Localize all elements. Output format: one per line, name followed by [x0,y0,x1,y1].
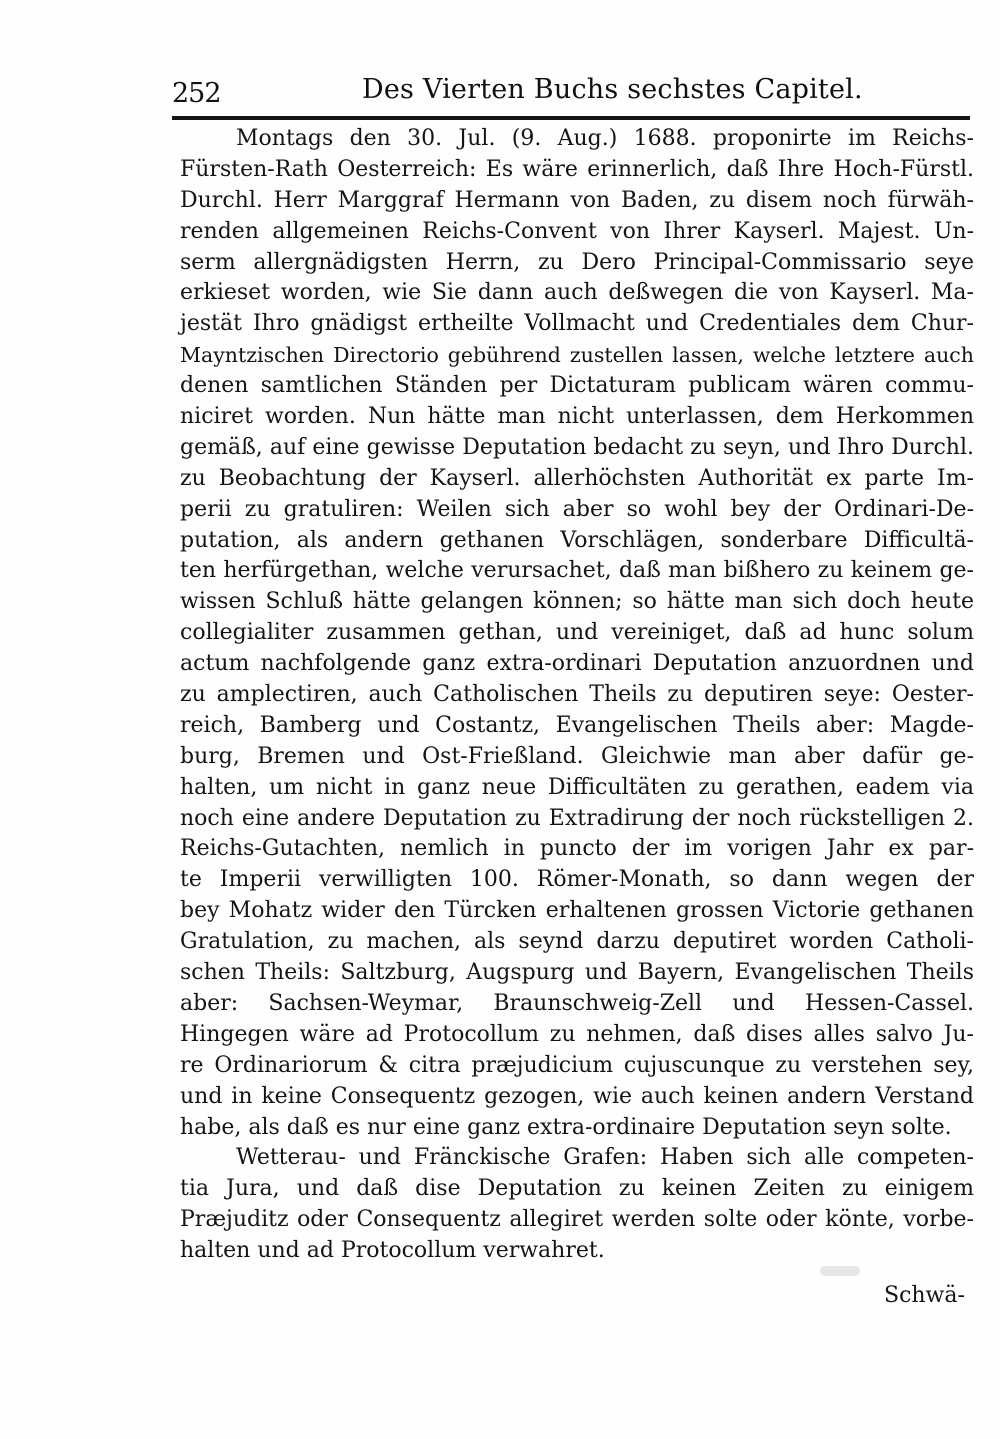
text-line: gemäß, auf eine gewisse Deputation bedacht zu seyn, und Ihro Durchl. [180,434,974,460]
page-number: 252 [172,78,221,109]
text-line: wissen Schluß hätte gelangen können; so hätte man sich doch heute [180,589,974,615]
text-line: zu amplectiren, auch Catholischen Theils zu deputiren seye: Oester- [180,682,974,708]
body-text [180,124,974,1267]
text-line: Fürsten-Rath Oesterreich: Es wäre erinnerlich, daß Ihre Hoch-Fürstl. [180,156,974,182]
text-line: jestät Ihro gnädigst ertheilte Vollmacht und Credentiales dem Chur- [180,311,974,337]
text-line: collegialiter zusammen gethan, und vereiniget, daß ad hunc solum [180,620,974,646]
header-rule [172,116,970,120]
catchword: Schwä- [884,1283,965,1308]
text-line: ten herfürgethan, welche verursachet, daß man bißhero zu keinem ge- [180,558,974,584]
text-line: aber: Sachsen-Weymar, Braunschweig-Zell und Hessen-Cassel. [180,990,974,1016]
text-line: Gratulation, zu machen, als seynd darzu deputiret worden Catholi- [180,929,974,955]
text-line: perii zu gratuliren: Weilen sich aber so wohl bey der Ordinari-De- [180,496,974,522]
text-line: bey Mohatz wider den Türcken erhaltenen grossen Victorie gethanen [180,898,974,924]
text-line: und in keine Consequentz gezogen, wie auch keinen andern Verstand [180,1083,974,1109]
text-line: erkieset worden, wie Sie dann auch deßwegen die von Kayserl. Ma- [180,280,974,306]
text-line: Wetterau- und Fränckische Grafen: Haben sich alle competen- [236,1145,974,1171]
text-line: putation, als andern gethanen Vorschlägen, sonderbare Difficultä- [180,527,974,553]
text-line: zu Beobachtung der Kayserl. allerhöchsten Authorität ex parte Im- [180,465,974,491]
text-line: renden allgemeinen Reichs-Convent von Ihrer Kayserl. Majest. Un- [180,218,974,244]
text-line: schen Theils: Saltzburg, Augspurg und Bayern, Evangelischen Theils [180,960,974,986]
text-line: burg, Bremen und Ost-Frießland. Gleichwie man aber dafür ge- [180,743,974,769]
text-line: Durchl. Herr Marggraf Hermann von Baden, zu disem noch fürwäh- [180,187,974,213]
ink-smudge [820,1266,860,1276]
text-line: habe, als daß es nur eine ganz extra-ordinaire Deputation seyn solte. [180,1114,952,1140]
text-line: halten und ad Protocollum verwahret. [180,1238,605,1264]
text-line: Hingegen wäre ad Protocollum zu nehmen, daß dises alles salvo Ju- [180,1021,974,1047]
text-line: serm allergnädigsten Herrn, zu Dero Principal-Commissario seye [180,249,974,275]
text-line: te Imperii verwilligten 100. Römer-Monath, so dann wegen der [180,867,974,893]
text-line: halten, um nicht in ganz neue Difficultäten zu gerathen, eadem via [180,774,974,800]
text-line: Mayntzischen Directorio gebührend zustellen lassen, welche letztere auch [180,343,974,368]
text-line: Præjuditz oder Consequentz allegiret werden solte oder könte, vorbe- [180,1207,974,1233]
text-line: actum nachfolgende ganz extra-ordinari Deputation anzuordnen und [180,651,974,677]
text-line: denen samtlichen Ständen per Dictaturam publicam wären commu- [180,373,974,399]
running-title: Des Vierten Buchs sechstes Capitel. [362,74,863,105]
text-line: re Ordinariorum & citra præjudicium cujuscunque zu verstehen sey, [180,1052,974,1078]
text-line: Reichs-Gutachten, nemlich in puncto der im vorigen Jahr ex par- [180,836,974,862]
page-header [172,70,970,110]
text-line: noch eine andere Deputation zu Extradirung der noch rückstelligen 2. [180,805,974,831]
text-line: niciret worden. Nun hätte man nicht unterlassen, dem Herkommen [180,404,974,430]
text-line: Montags den 30. Jul. (9. Aug.) 1688. proponirte im Reichs- [236,126,974,151]
text-line: reich, Bamberg und Costantz, Evangelischen Theils aber: Magde- [180,712,974,738]
text-line: tia Jura, und daß dise Deputation zu keinen Zeiten zu einigem [180,1176,974,1202]
